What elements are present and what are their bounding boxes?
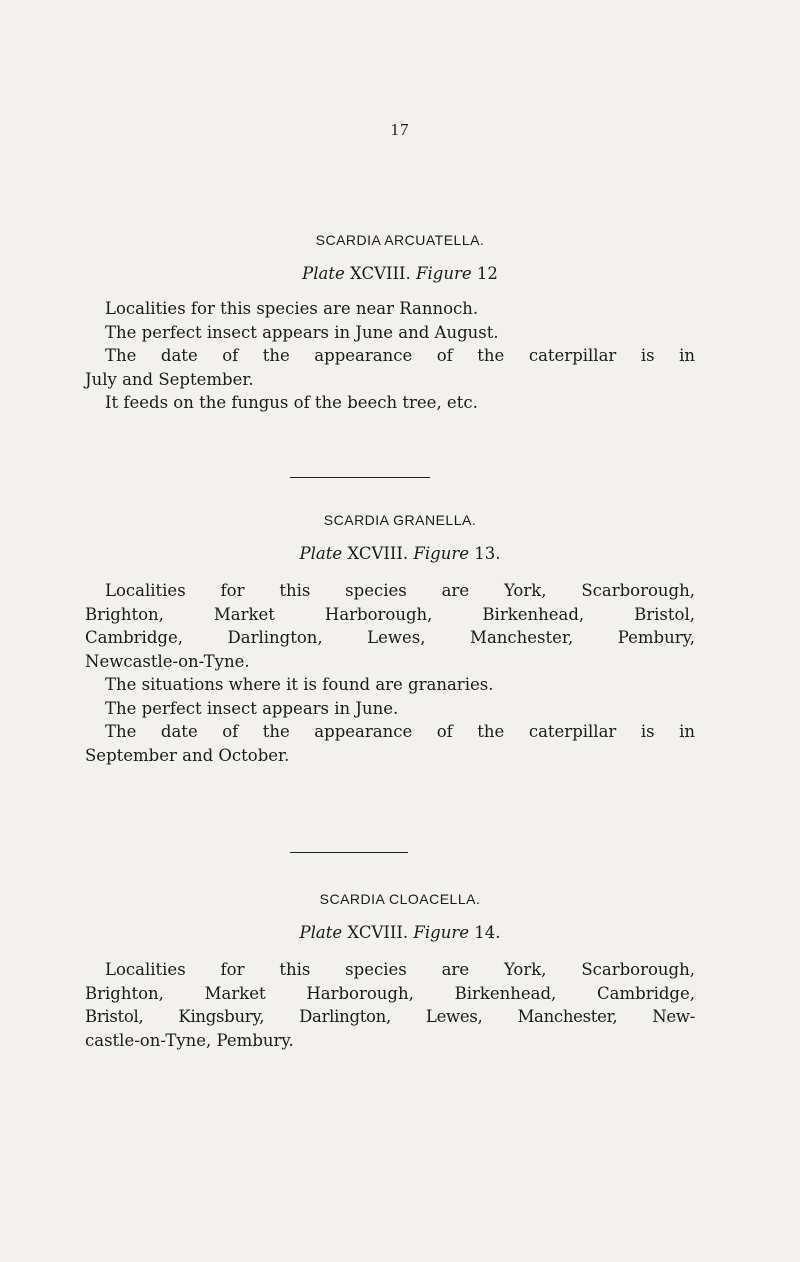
description-paragraph (0, 579, 695, 767)
plate-number: XCVIII. (347, 544, 409, 563)
text-line: The perfect insect appears in June. (105, 698, 399, 718)
figure-number: 12 (476, 264, 498, 283)
species-section-granella (0, 512, 800, 767)
text-line: July and September. (85, 369, 254, 389)
text-line: Cambridge, Darlington, Lewes, Manchester, Pembury, (85, 628, 695, 647)
plate-label: Plate (302, 264, 345, 283)
figure-label: Figure (413, 544, 469, 563)
species-title: SCARDIA ARCUATELLA. (315, 232, 485, 248)
plate-figure-line (0, 544, 800, 563)
description-paragraph (0, 297, 695, 415)
section-divider (290, 477, 430, 478)
plate-number: XCVIII. (347, 923, 409, 942)
species-section-arcuatella (0, 232, 800, 415)
plate-label: Plate (299, 544, 343, 563)
text-line: castle-on-Tyne, Pembury. (85, 1030, 294, 1050)
text-line: The date of the appearance of the caterpillar is in (105, 346, 695, 365)
description-paragraph (0, 958, 695, 1052)
plate-figure-line (0, 923, 800, 942)
page-number: 17 (390, 120, 410, 139)
text-line: It feeds on the fungus of the beech tree, etc. (105, 393, 478, 412)
text-line: September and October. (85, 745, 290, 765)
text-line: Localities for this species are York, Scarborough, (105, 960, 695, 979)
text-line: Brighton, Market Harborough, Birkenhead, Bristol, (85, 604, 695, 624)
section-divider (290, 852, 408, 853)
figure-number: 13. (474, 544, 501, 563)
text-line: Localities for this species are near Rannoch. (105, 299, 479, 318)
text-line: Brighton, Market Harborough, Birkenhead, Cambridge, (85, 983, 695, 1003)
plate-number: XCVIII. (350, 264, 411, 283)
text-line: Bristol, Kingsbury, Darlington, Lewes, Manchester, New- (85, 1007, 695, 1026)
plate-label: Plate (299, 923, 343, 942)
text-line: The situations where it is found are granaries. (105, 675, 494, 694)
species-title: SCARDIA GRANELLA. (323, 512, 477, 528)
text-line: Localities for this species are York, Scarborough, (105, 581, 695, 600)
text-line: Newcastle-on-Tyne. (85, 651, 250, 671)
figure-label: Figure (416, 264, 472, 283)
plate-figure-line (0, 264, 800, 283)
text-line: The date of the appearance of the caterpillar is in (105, 722, 695, 741)
figure-number: 14. (474, 923, 501, 942)
text-line: The perfect insect appears in June and August. (105, 322, 499, 342)
figure-label: Figure (413, 923, 469, 942)
species-section-cloacella (0, 891, 800, 1052)
species-title: SCARDIA CLOACELLA. (319, 891, 481, 907)
